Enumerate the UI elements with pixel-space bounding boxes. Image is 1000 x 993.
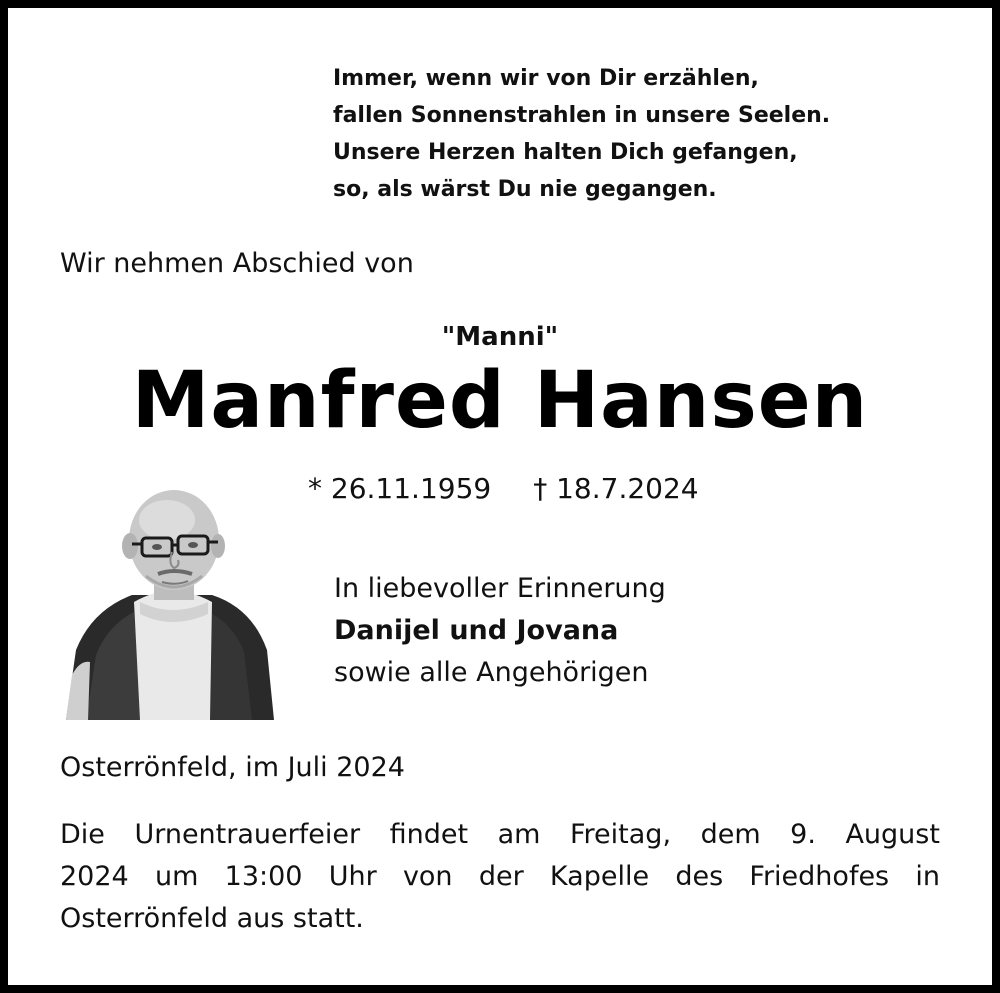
mourner-names: Danijel und Jovana [334, 615, 619, 646]
service-line-3: Osterrönfeld aus statt. [60, 903, 364, 934]
service-word: der [478, 861, 524, 892]
portrait-photo-icon [62, 490, 280, 720]
service-word: 2024 [60, 861, 129, 892]
service-word: Urnentrauerfeier [134, 819, 361, 850]
poem-line: so, als wärst Du nie gegangen. [333, 177, 717, 202]
poem [333, 60, 830, 208]
service-word: Kapelle [549, 861, 650, 892]
service-word: Friedhofes [749, 861, 890, 892]
nickname: "Manni" [441, 322, 559, 352]
service-word: August [845, 819, 940, 850]
poem-line: fallen Sonnenstrahlen in unsere Seelen. [333, 103, 831, 128]
deceased-name: Manfred Hansen [131, 356, 869, 446]
service-word: dem [700, 819, 761, 850]
place-date: Osterrönfeld, im Juli 2024 [60, 752, 405, 783]
intro-text: Wir nehmen Abschied von [60, 248, 414, 279]
service-word: 9. [790, 819, 816, 850]
memory-line: In liebevoller Erinnerung [334, 573, 666, 604]
memory-line: sowie alle Angehörigen [334, 657, 649, 688]
service-word: 13:00 [224, 861, 303, 892]
poem-line: Unsere Herzen halten Dich gefangen, [333, 140, 798, 165]
life-dates [308, 472, 699, 505]
memory-block [334, 568, 666, 694]
service-word: findet [389, 819, 469, 850]
poem-line: Immer, wenn wir von Dir erzählen, [333, 66, 759, 91]
service-line-2 [60, 856, 940, 898]
service-word: von [402, 861, 453, 892]
birth-date: * 26.11.1959 [308, 472, 492, 505]
service-word: des [675, 861, 724, 892]
service-word: am [497, 819, 541, 850]
service-word: in [915, 861, 940, 892]
service-word: Die [60, 819, 105, 850]
service-line-1 [60, 814, 940, 856]
service-word: um [154, 861, 199, 892]
death-date: † 18.7.2024 [533, 472, 699, 505]
portrait-photo [62, 490, 280, 720]
service-word: Uhr [328, 861, 377, 892]
service-word: Freitag, [569, 819, 672, 850]
service-announcement [60, 814, 940, 940]
